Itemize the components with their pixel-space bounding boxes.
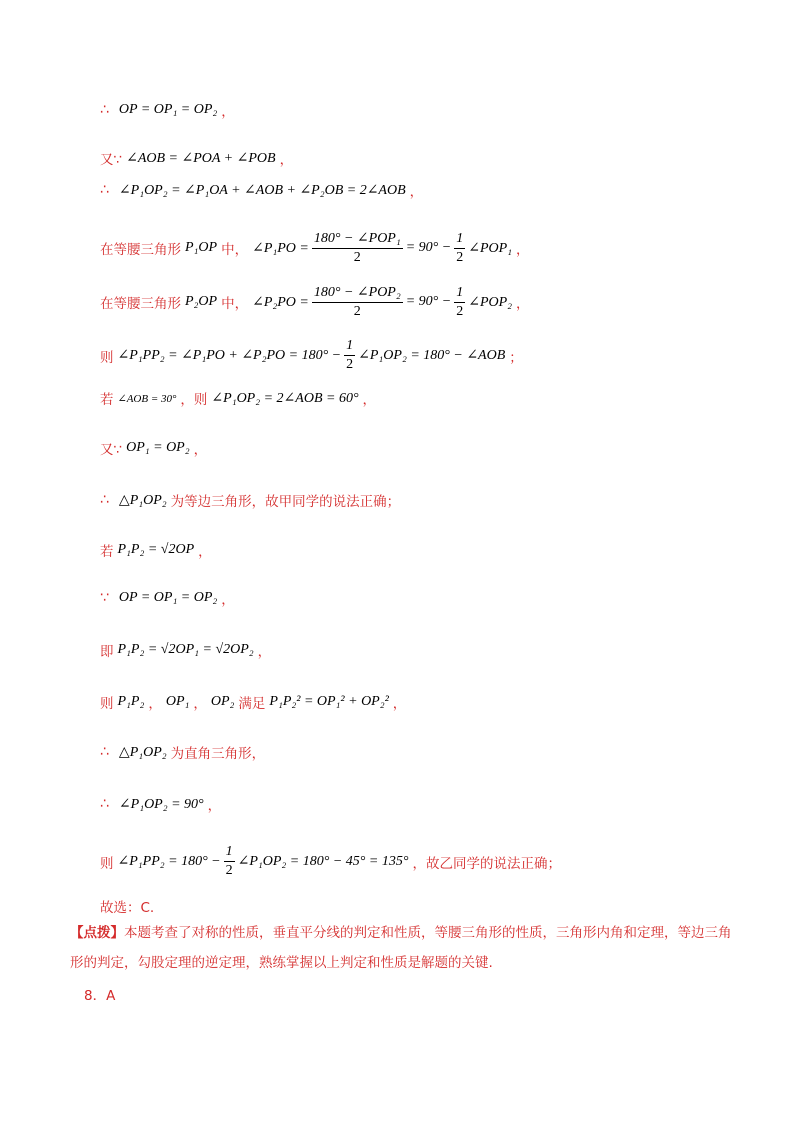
conclusion-line: 故选：C. — [100, 900, 155, 916]
therefore-symbol: ∴ — [100, 492, 109, 508]
next-question-answer: 8．A — [84, 988, 116, 1004]
proof-line-13: 则 P₁P₂ ， OP₁ ， OP₂ 满足 P₁P₂² = OP₁² + OP₂² ， — [100, 694, 407, 712]
math-expression: ∠AOB = 30° — [117, 392, 177, 405]
math-expression: P₁P₂ = √2OP₁ = √2OP₂ — [117, 642, 254, 657]
fraction: $\frac{1}{2}$ — [456, 284, 464, 319]
math-expression: OP = OP₁ = OP₂ — [118, 590, 218, 605]
proof-line-3: ∴ ∠P₁OP₂ = ∠P₁OA + ∠AOB + ∠P₂OB = 2∠AOB ， — [100, 182, 424, 200]
math-expression: P₂OP — [185, 294, 218, 309]
math-expression: ∠P₁PP₂ = ∠P₁PO + ∠P₂PO = 180° − $\frac{1}{2}$ ∠P₁OP₂ = 180° − ∠AOB — [117, 338, 506, 372]
proof-line-8: 又∵ OP₁ = OP₂ ， — [100, 440, 208, 458]
therefore-symbol: ∴ — [100, 182, 109, 198]
math-expression: OP₁ = OP₂ — [126, 440, 190, 455]
fraction: $\frac{\text{180° − ∠POP₁}}{2}$ — [313, 231, 401, 265]
fraction: $\frac{1}{2}$ — [225, 844, 233, 878]
proof-line-14: ∴ △P₁OP₂ 为直角三角形， — [100, 744, 266, 762]
math-expression: ∠P₁OP₂ = ∠P₁OA + ∠AOB + ∠P₂OB = 2∠AOB — [118, 182, 406, 198]
math-expression: △P₁OP₂ — [118, 492, 167, 508]
math-expression: ∠P₁OP₂ = 2∠AOB = 60° — [211, 390, 359, 406]
fraction: $\frac{\text{180° − ∠POP₂}}{2}$ — [313, 285, 401, 319]
hint-tag: 【点拨】 — [70, 925, 124, 941]
therefore-symbol: ∴ — [100, 796, 109, 812]
proof-line-1: ∴ OP = OP₁ = OP₂ ， — [100, 102, 235, 120]
hint-paragraph — [70, 918, 740, 978]
math-expression: OP = OP₁ = OP₂ — [118, 102, 218, 117]
therefore-symbol: ∴ — [100, 102, 109, 118]
math-expression: P₁P₂² = OP₁² + OP₂² — [269, 694, 389, 709]
proof-line-16: 则 ∠P₁PP₂ = 180° − $\frac{1}{2}$ ∠P₁OP₂ = 180° − 45° = 135° ，故乙同学的说法正确； — [100, 844, 561, 878]
proof-line-7: 若 ∠AOB = 30° ，则 ∠P₁OP₂ = 2∠AOB = 60° ， — [100, 390, 377, 408]
math-expression: ∠AOB = ∠POA + ∠POB — [126, 150, 276, 166]
math-expression: △P₁OP₂ — [118, 744, 167, 760]
math-expression: OP₂ — [210, 694, 235, 709]
fraction: $\frac{1}{2}$ — [456, 230, 464, 265]
math-expression: P₁OP — [185, 240, 218, 255]
proof-line-9: ∴ △P₁OP₂ 为等边三角形，故甲同学的说法正确； — [100, 492, 401, 510]
fraction: $\frac{1}{2}$ — [346, 338, 354, 372]
proof-line-2: 又∵ ∠AOB = ∠POA + ∠POB ， — [100, 150, 294, 168]
proof-line-5: 在等腰三角形 P₂OP 中， ∠P₂PO = $\frac{\text{180° − ∠POP₂}}{2}$ = 90° − $\frac{1}{2}$ ∠POP₂ ， — [100, 284, 530, 319]
proof-line-10: 若 P₁P₂ = √2OP ， — [100, 542, 212, 560]
because-symbol: ∵ — [100, 590, 109, 606]
math-expression: ∠P₁PO = $\frac{\text{180° − ∠POP₁}}{2}$ = 90° − $\frac{1}{2}$ ∠POP₁ — [252, 230, 513, 265]
proof-line-15: ∴ ∠P₁OP₂ = 90° ， — [100, 796, 222, 814]
hint-text: 本题考查了对称的性质，垂直平分线的判定和性质，等腰三角形的性质，三角形内角和定理，等边三角形的判定，勾股定理的逆定理，熟练掌握以上判定和性质是解题的关键. — [70, 925, 732, 971]
math-expression: ∠P₁OP₂ = 90° — [118, 796, 204, 812]
proof-line-6: 则 ∠P₁PP₂ = ∠P₁PO + ∠P₂PO = 180° − $\frac{1}{2}$ ∠P₁OP₂ = 180° − ∠AOB ； — [100, 338, 523, 372]
proof-line-11: ∵ OP = OP₁ = OP₂ ， — [100, 590, 235, 608]
math-expression: P₁P₂ — [117, 694, 145, 709]
math-expression: ∠P₁PP₂ = 180° − $\frac{1}{2}$ ∠P₁OP₂ = 180° − 45° = 135° — [117, 844, 409, 878]
therefore-symbol: ∴ — [100, 744, 109, 760]
proof-line-4: 在等腰三角形 P₁OP 中， ∠P₁PO = $\frac{\text{180° − ∠POP₁}}{2}$ = 90° − $\frac{1}{2}$ ∠POP₁ ， — [100, 230, 530, 265]
math-expression: P₁P₂ = √2OP — [117, 542, 195, 557]
math-expression: OP₁ — [165, 694, 190, 709]
math-expression: ∠P₂PO = $\frac{\text{180° − ∠POP₂}}{2}$ = 90° − $\frac{1}{2}$ ∠POP₂ — [252, 284, 513, 319]
proof-line-12: 即 P₁P₂ = √2OP₁ = √2OP₂ ， — [100, 642, 272, 660]
